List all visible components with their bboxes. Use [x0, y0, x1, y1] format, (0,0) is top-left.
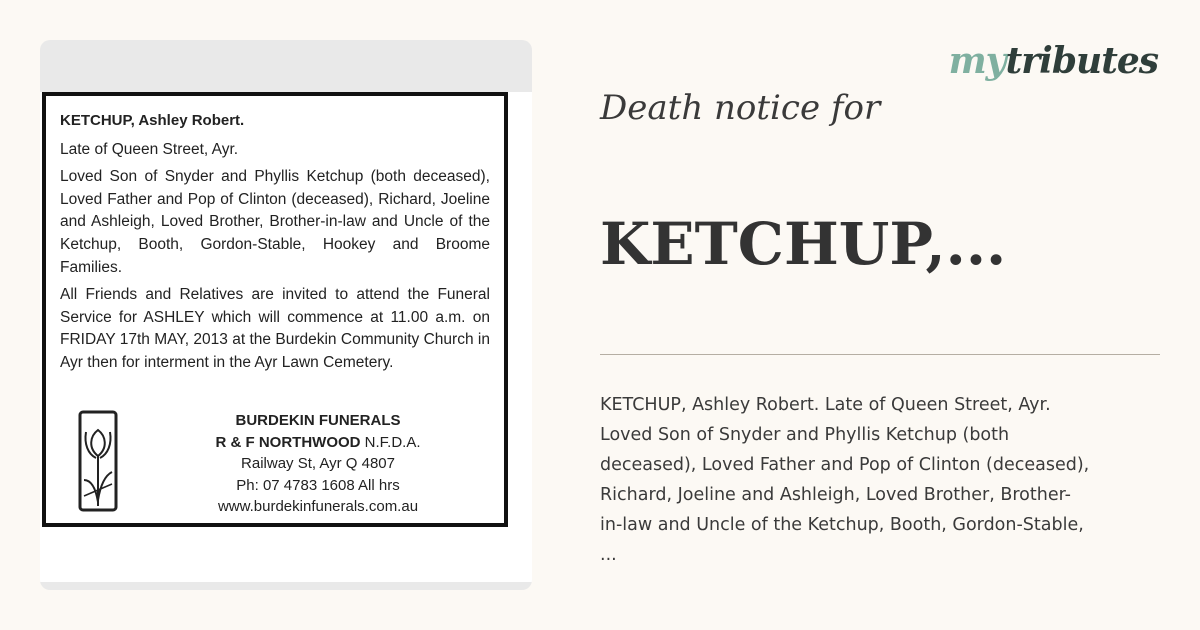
mytributes-logo[interactable] — [949, 40, 1158, 82]
funeral-home-accreditation: N.F.D.A. — [364, 433, 421, 451]
logo-my: my — [948, 40, 1006, 82]
funeral-home-address: Railway St, Ayr Q 4807 — [241, 455, 395, 472]
tulip-emblem-icon — [78, 410, 118, 512]
deceased-name-heading: KETCHUP,... — [600, 210, 1007, 278]
excerpt-line: Richard, Joeline and Ashleigh, Loved Brother, Brother- — [600, 485, 1071, 505]
funeral-home-owners-line — [138, 432, 498, 454]
funeral-home-owners: R & F NORTHWOOD — [215, 433, 361, 451]
notice-excerpt — [600, 390, 1160, 570]
page-subtitle: Death notice for — [600, 88, 881, 128]
funeral-home-details — [138, 410, 498, 518]
notice-family: Loved Son of Snyder and Phyllis Ketchup (both deceased), Loved Father and Pop of Clinton (deceased), Richard, Joeline and Ashleigh, Loved Brother, Brother-in-law and Uncle of the Ketchup, Booth, Gordon-Stable, Hookey and Broome Families. — [60, 168, 490, 276]
excerpt-line: in-law and Uncle of the Ketchup, Booth, Gordon-Stable, — [600, 515, 1084, 535]
funeral-home-phone: Ph: 07 4783 1608 All hrs — [236, 476, 400, 494]
notice-service: All Friends and Relatives are invited to attend the Funeral Service for ASHLEY which will commence at 11.00 a.m. on FRIDAY 17th MAY, 2013 at the Burdekin Community Church in Ayr then for interment in the Ayr Lawn Cemetery. — [60, 286, 490, 371]
funeral-home-block — [78, 410, 498, 520]
excerpt-line: Loved Son of Snyder and Phyllis Ketchup (both — [600, 425, 1010, 445]
funeral-home-name: BURDEKIN FUNERALS — [235, 412, 401, 429]
funeral-home-website: www.burdekinfunerals.com.au — [217, 498, 419, 515]
newspaper-clipping — [40, 92, 532, 582]
notice-name-line: KETCHUP, Ashley Robert. — [60, 112, 245, 129]
logo-tributes: tributes — [1005, 40, 1158, 82]
excerpt-ellipsis: ... — [600, 545, 617, 565]
excerpt-line: KETCHUP, Ashley Robert. Late of Queen Street, Ayr. — [600, 395, 1051, 415]
divider — [600, 354, 1160, 355]
notice-residence: Late of Queen Street, Ayr. — [60, 140, 239, 158]
excerpt-line: deceased), Loved Father and Pop of Clinton (deceased), — [600, 455, 1090, 475]
notice-image-card — [40, 40, 532, 590]
